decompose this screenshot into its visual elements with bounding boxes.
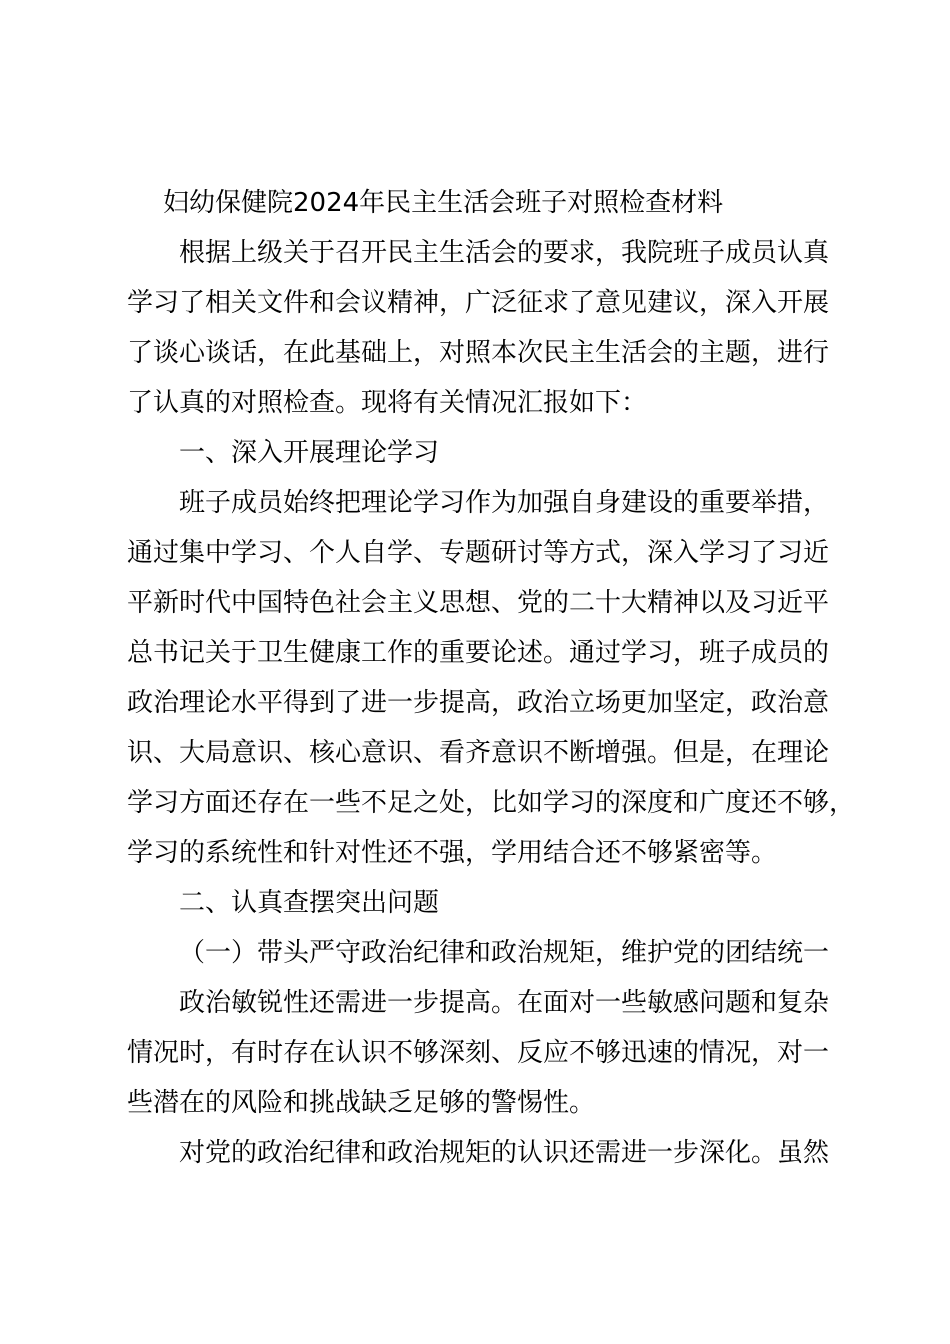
paragraph-line: 政治理论水平得到了进一步提高，政治立场更加坚定，政治意 (127, 688, 830, 718)
paragraph-line: 识、大局意识、核心意识、看齐意识不断增强。但是，在理论 (127, 738, 830, 768)
subsection-heading: （一）带头严守政治纪律和政治规矩，维护党的团结统一 (179, 938, 830, 968)
paragraph-line: 总书记关于卫生健康工作的重要论述。通过学习，班子成员的 (127, 638, 830, 668)
paragraph-line: 了认真的对照检查。现将有关情况汇报如下： (127, 388, 648, 418)
paragraph-line: 些潜在的风险和挑战缺乏足够的警惕性。 (127, 1088, 596, 1118)
paragraph-line: 学习的系统性和针对性还不强，学用结合还不够紧密等。 (127, 838, 778, 868)
paragraph-line: 政治敏锐性还需进一步提高。在面对一些敏感问题和复杂 (179, 988, 830, 1018)
paragraph-line: 根据上级关于召开民主生活会的要求，我院班子成员认真 (179, 238, 830, 268)
document-title: 妇幼保健院2024年民主生活会班子对照检查材料 (163, 188, 724, 218)
section-heading: 一、深入开展理论学习 (179, 438, 440, 468)
paragraph-line: 学习方面还存在一些不足之处，比如学习的深度和广度还不够， (127, 788, 856, 818)
paragraph-line: 通过集中学习、个人自学、专题研讨等方式，深入学习了习近 (127, 538, 830, 568)
paragraph-line: 学习了相关文件和会议精神，广泛征求了意见建议，深入开展 (127, 288, 830, 318)
paragraph-line: 情况时，有时存在认识不够深刻、反应不够迅速的情况，对一 (127, 1038, 830, 1068)
section-heading: 二、认真查摆突出问题 (179, 888, 440, 918)
paragraph-line: 班子成员始终把理论学习作为加强自身建设的重要举措， (179, 488, 830, 518)
paragraph-line: 对党的政治纪律和政治规矩的认识还需进一步深化。虽然 (179, 1138, 830, 1168)
paragraph-line: 了谈心谈话，在此基础上，对照本次民主生活会的主题，进行 (127, 338, 830, 368)
paragraph-line: 平新时代中国特色社会主义思想、党的二十大精神以及习近平 (127, 588, 830, 618)
